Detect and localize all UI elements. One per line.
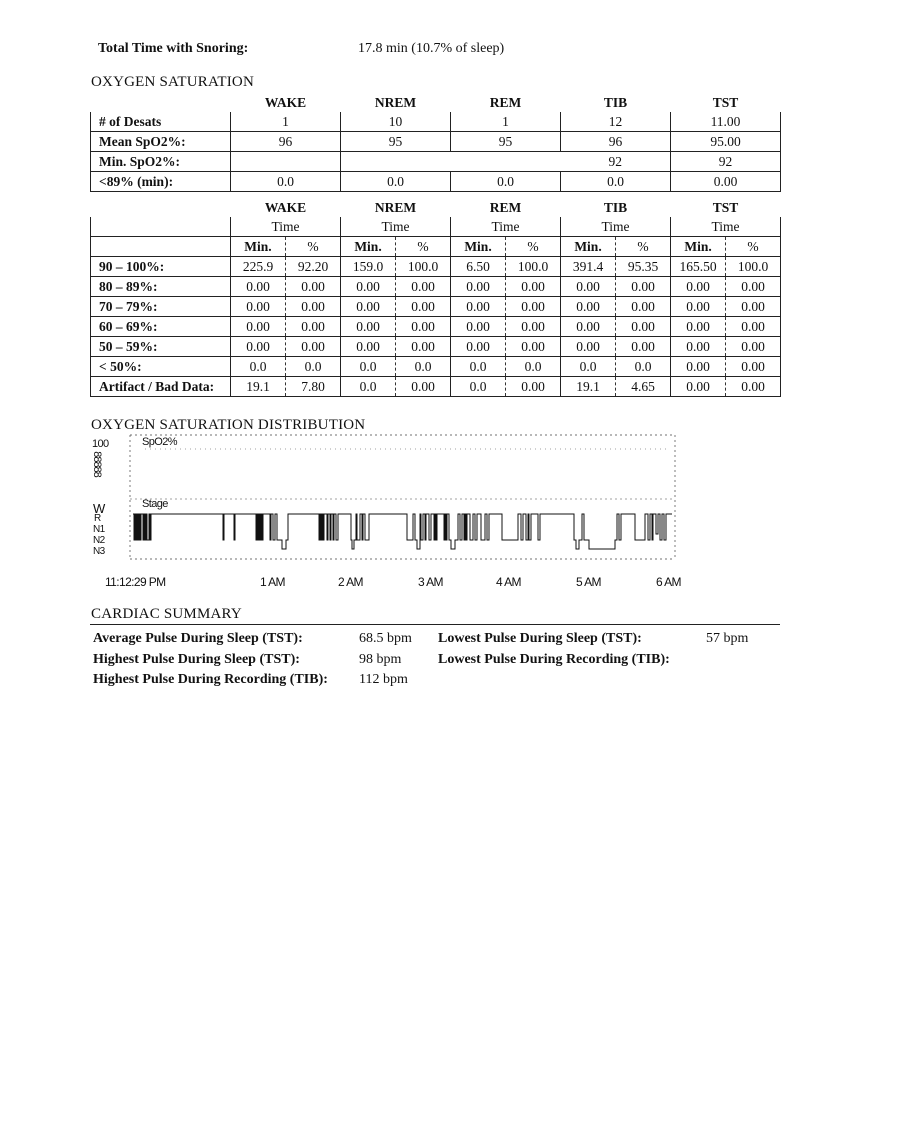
table-cell: 95 <box>451 132 561 152</box>
table-cell: 95.00 <box>671 132 781 152</box>
row-label: # of Desats <box>91 112 231 132</box>
table-cell: 0.00 <box>726 337 781 357</box>
desat-header-row <box>91 93 781 112</box>
table-cell: 0.0 <box>341 357 396 377</box>
table-cell: 0.00 <box>286 337 341 357</box>
table-cell: 159.0 <box>341 257 396 277</box>
table-cell: 1 <box>451 112 561 132</box>
table-cell: 0.00 <box>396 277 451 297</box>
row-label: 80 – 89%: <box>91 277 231 297</box>
table-cell: 0.0 <box>231 357 286 377</box>
table-cell: 1 <box>231 112 341 132</box>
low-pulse-sleep-label: Lowest Pulse During Sleep (TST): <box>438 631 642 646</box>
sleep-stage-trace <box>133 514 672 549</box>
stage-header: TST <box>712 199 739 215</box>
stage-axis-n2: N2 <box>93 535 105 546</box>
table-row <box>91 152 781 172</box>
table-cell: 0.00 <box>341 297 396 317</box>
table-cell: 0.0 <box>341 377 396 397</box>
table-row <box>91 132 781 152</box>
range-time-row <box>91 217 781 237</box>
table-cell: 0.0 <box>341 172 451 192</box>
table-cell: 6.50 <box>451 257 506 277</box>
stage-header: TST <box>712 94 739 110</box>
desaturation-table <box>90 93 781 192</box>
oxygen-stage-graph <box>125 432 685 567</box>
stage-header: NREM <box>374 94 417 110</box>
table-cell: 0.00 <box>616 337 671 357</box>
min-header: Min. <box>341 237 396 257</box>
table-cell: 391.4 <box>561 257 616 277</box>
table-cell: 0.0 <box>286 357 341 377</box>
distribution-title: OXYGEN SATURATION DISTRIBUTION <box>91 417 366 433</box>
table-cell: 19.1 <box>561 377 616 397</box>
table-cell: 92 <box>561 152 671 172</box>
pct-header: % <box>616 237 671 257</box>
snoring-value: 17.8 min (10.7% of sleep) <box>358 41 505 56</box>
table-row <box>91 297 781 317</box>
range-subheader-row <box>91 237 781 257</box>
min-header: Min. <box>561 237 616 257</box>
table-cell: 10 <box>341 112 451 132</box>
table-cell: 0.00 <box>451 277 506 297</box>
table-cell: 0.0 <box>396 357 451 377</box>
table-cell: 0.00 <box>616 297 671 317</box>
stage-header: WAKE <box>264 199 307 215</box>
table-cell: 92 <box>671 152 781 172</box>
y-axis-ticks: 88888 <box>90 451 103 477</box>
high-pulse-sleep-value: 98 bpm <box>359 652 402 667</box>
high-pulse-recording-label: Highest Pulse During Recording (TIB): <box>93 672 328 687</box>
table-corner <box>91 237 231 257</box>
cardiac-divider <box>90 624 780 625</box>
table-cell: 19.1 <box>231 377 286 397</box>
table-cell: 11.00 <box>671 112 781 132</box>
table-cell: 0.00 <box>396 377 451 397</box>
table-cell: 0.00 <box>286 297 341 317</box>
stage-header: REM <box>489 199 522 215</box>
table-cell: 100.0 <box>396 257 451 277</box>
x-axis-tick-label: 4 AM <box>496 575 521 589</box>
table-cell: 0.00 <box>286 277 341 297</box>
time-header: Time <box>561 217 671 237</box>
table-cell: 0.00 <box>671 172 781 192</box>
time-header: Time <box>451 217 561 237</box>
min-header: Min. <box>231 237 286 257</box>
pct-header: % <box>506 237 561 257</box>
table-cell: 0.00 <box>726 357 781 377</box>
table-cell: 12 <box>561 112 671 132</box>
table-corner <box>91 198 231 217</box>
min-header: Min. <box>451 237 506 257</box>
stage-axis-w: W <box>93 501 105 516</box>
oxygen-saturation-title: OXYGEN SATURATION <box>91 74 254 90</box>
table-cell: 0.00 <box>231 297 286 317</box>
table-cell: 0.00 <box>341 337 396 357</box>
stage-axis-r: R <box>94 513 101 524</box>
table-row <box>91 257 781 277</box>
table-cell <box>231 152 341 172</box>
table-row <box>91 172 781 192</box>
x-axis-tick-label: 1 AM <box>260 575 285 589</box>
time-header: Time <box>231 217 341 237</box>
pct-header: % <box>286 237 341 257</box>
stage-header: NREM <box>374 199 417 215</box>
table-row <box>91 317 781 337</box>
table-cell: 95.35 <box>616 257 671 277</box>
table-cell: 0.00 <box>726 277 781 297</box>
table-cell: 0.00 <box>506 377 561 397</box>
table-cell: 0.00 <box>671 377 726 397</box>
row-label: Artifact / Bad Data: <box>91 377 231 397</box>
table-cell: 4.65 <box>616 377 671 397</box>
x-axis-tick-label: 5 AM <box>576 575 601 589</box>
table-cell: 0.00 <box>451 317 506 337</box>
stage-header: REM <box>489 94 522 110</box>
table-cell: 0.00 <box>286 317 341 337</box>
table-cell: 0.00 <box>671 277 726 297</box>
table-cell: 0.0 <box>616 357 671 377</box>
table-cell: 0.00 <box>231 277 286 297</box>
table-cell: 0.00 <box>341 317 396 337</box>
stage-header: TIB <box>603 199 628 215</box>
row-label: Min. SpO2%: <box>91 152 231 172</box>
row-label: 70 – 79%: <box>91 297 231 317</box>
table-cell: 0.00 <box>451 297 506 317</box>
table-cell: 100.0 <box>506 257 561 277</box>
table-cell: 0.00 <box>396 297 451 317</box>
row-label: Mean SpO2%: <box>91 132 231 152</box>
min-header: Min. <box>671 237 726 257</box>
table-cell: 0.00 <box>341 277 396 297</box>
high-pulse-sleep-label: Highest Pulse During Sleep (TST): <box>93 652 300 667</box>
table-cell: 95 <box>341 132 451 152</box>
x-axis-tick-label: 3 AM <box>418 575 443 589</box>
table-cell: 0.0 <box>506 357 561 377</box>
saturation-range-table <box>90 198 781 397</box>
stage-axis-n1: N1 <box>93 524 105 535</box>
table-cell: 0.00 <box>561 277 616 297</box>
table-cell: 225.9 <box>231 257 286 277</box>
table-corner <box>91 217 231 237</box>
table-row <box>91 337 781 357</box>
table-cell: 0.00 <box>506 277 561 297</box>
table-cell: 0.0 <box>451 377 506 397</box>
table-cell: 0.00 <box>671 357 726 377</box>
table-cell: 0.00 <box>231 317 286 337</box>
table-cell: 0.00 <box>671 297 726 317</box>
table-cell: 0.00 <box>231 337 286 357</box>
cardiac-summary-title: CARDIAC SUMMARY <box>91 606 242 622</box>
x-axis-tick-label: 2 AM <box>338 575 363 589</box>
stage-header: TIB <box>603 94 628 110</box>
table-cell: 0.0 <box>561 172 671 192</box>
table-cell: 0.00 <box>561 317 616 337</box>
table-cell: 0.00 <box>616 277 671 297</box>
table-cell: 0.0 <box>451 357 506 377</box>
table-cell: 0.0 <box>451 172 561 192</box>
table-cell: 165.50 <box>671 257 726 277</box>
range-stage-row <box>91 198 781 217</box>
table-row <box>91 277 781 297</box>
table-row <box>91 357 781 377</box>
table-cell: 0.0 <box>231 172 341 192</box>
stage-trace-label: Stage <box>142 498 168 510</box>
row-label: <89% (min): <box>91 172 231 192</box>
table-row <box>91 112 781 132</box>
high-pulse-recording-value: 112 bpm <box>359 672 408 687</box>
table-cell: 0.00 <box>506 337 561 357</box>
row-label: < 50%: <box>91 357 231 377</box>
row-label: 90 – 100%: <box>91 257 231 277</box>
table-cell: 0.00 <box>671 337 726 357</box>
table-cell: 0.00 <box>561 297 616 317</box>
table-cell: 0.00 <box>671 317 726 337</box>
stage-header: WAKE <box>264 94 307 110</box>
table-cell: 0.00 <box>616 317 671 337</box>
table-cell: 0.0 <box>561 357 616 377</box>
table-cell: 96 <box>561 132 671 152</box>
y-axis-100-label: 100 <box>92 438 109 450</box>
table-cell: 100.0 <box>726 257 781 277</box>
table-cell <box>451 152 561 172</box>
time-header: Time <box>671 217 781 237</box>
table-cell: 0.00 <box>726 297 781 317</box>
table-cell: 0.00 <box>451 337 506 357</box>
table-row <box>91 377 781 397</box>
x-axis-tick-label: 11:12:29 PM <box>105 575 166 589</box>
avg-pulse-sleep-value: 68.5 bpm <box>359 631 412 646</box>
table-corner <box>91 93 231 112</box>
spo2-trace-label: SpO2% <box>142 436 177 448</box>
row-label: 60 – 69%: <box>91 317 231 337</box>
table-cell: 0.00 <box>506 317 561 337</box>
pct-header: % <box>396 237 451 257</box>
table-cell <box>341 152 451 172</box>
table-cell: 96 <box>231 132 341 152</box>
table-cell: 0.00 <box>561 337 616 357</box>
table-cell: 0.00 <box>506 297 561 317</box>
table-cell: 0.00 <box>726 377 781 397</box>
table-cell: 7.80 <box>286 377 341 397</box>
time-header: Time <box>341 217 451 237</box>
avg-pulse-sleep-label: Average Pulse During Sleep (TST): <box>93 631 303 646</box>
table-cell: 0.00 <box>726 317 781 337</box>
snoring-label: Total Time with Snoring: <box>98 41 249 56</box>
table-cell: 0.00 <box>396 337 451 357</box>
table-cell: 0.00 <box>396 317 451 337</box>
pct-header: % <box>726 237 781 257</box>
low-pulse-sleep-value: 57 bpm <box>706 631 749 646</box>
stage-axis-n3: N3 <box>93 546 105 557</box>
low-pulse-recording-label: Lowest Pulse During Recording (TIB): <box>438 652 670 667</box>
table-cell: 92.20 <box>286 257 341 277</box>
row-label: 50 – 59%: <box>91 337 231 357</box>
x-axis-tick-label: 6 AM <box>656 575 681 589</box>
